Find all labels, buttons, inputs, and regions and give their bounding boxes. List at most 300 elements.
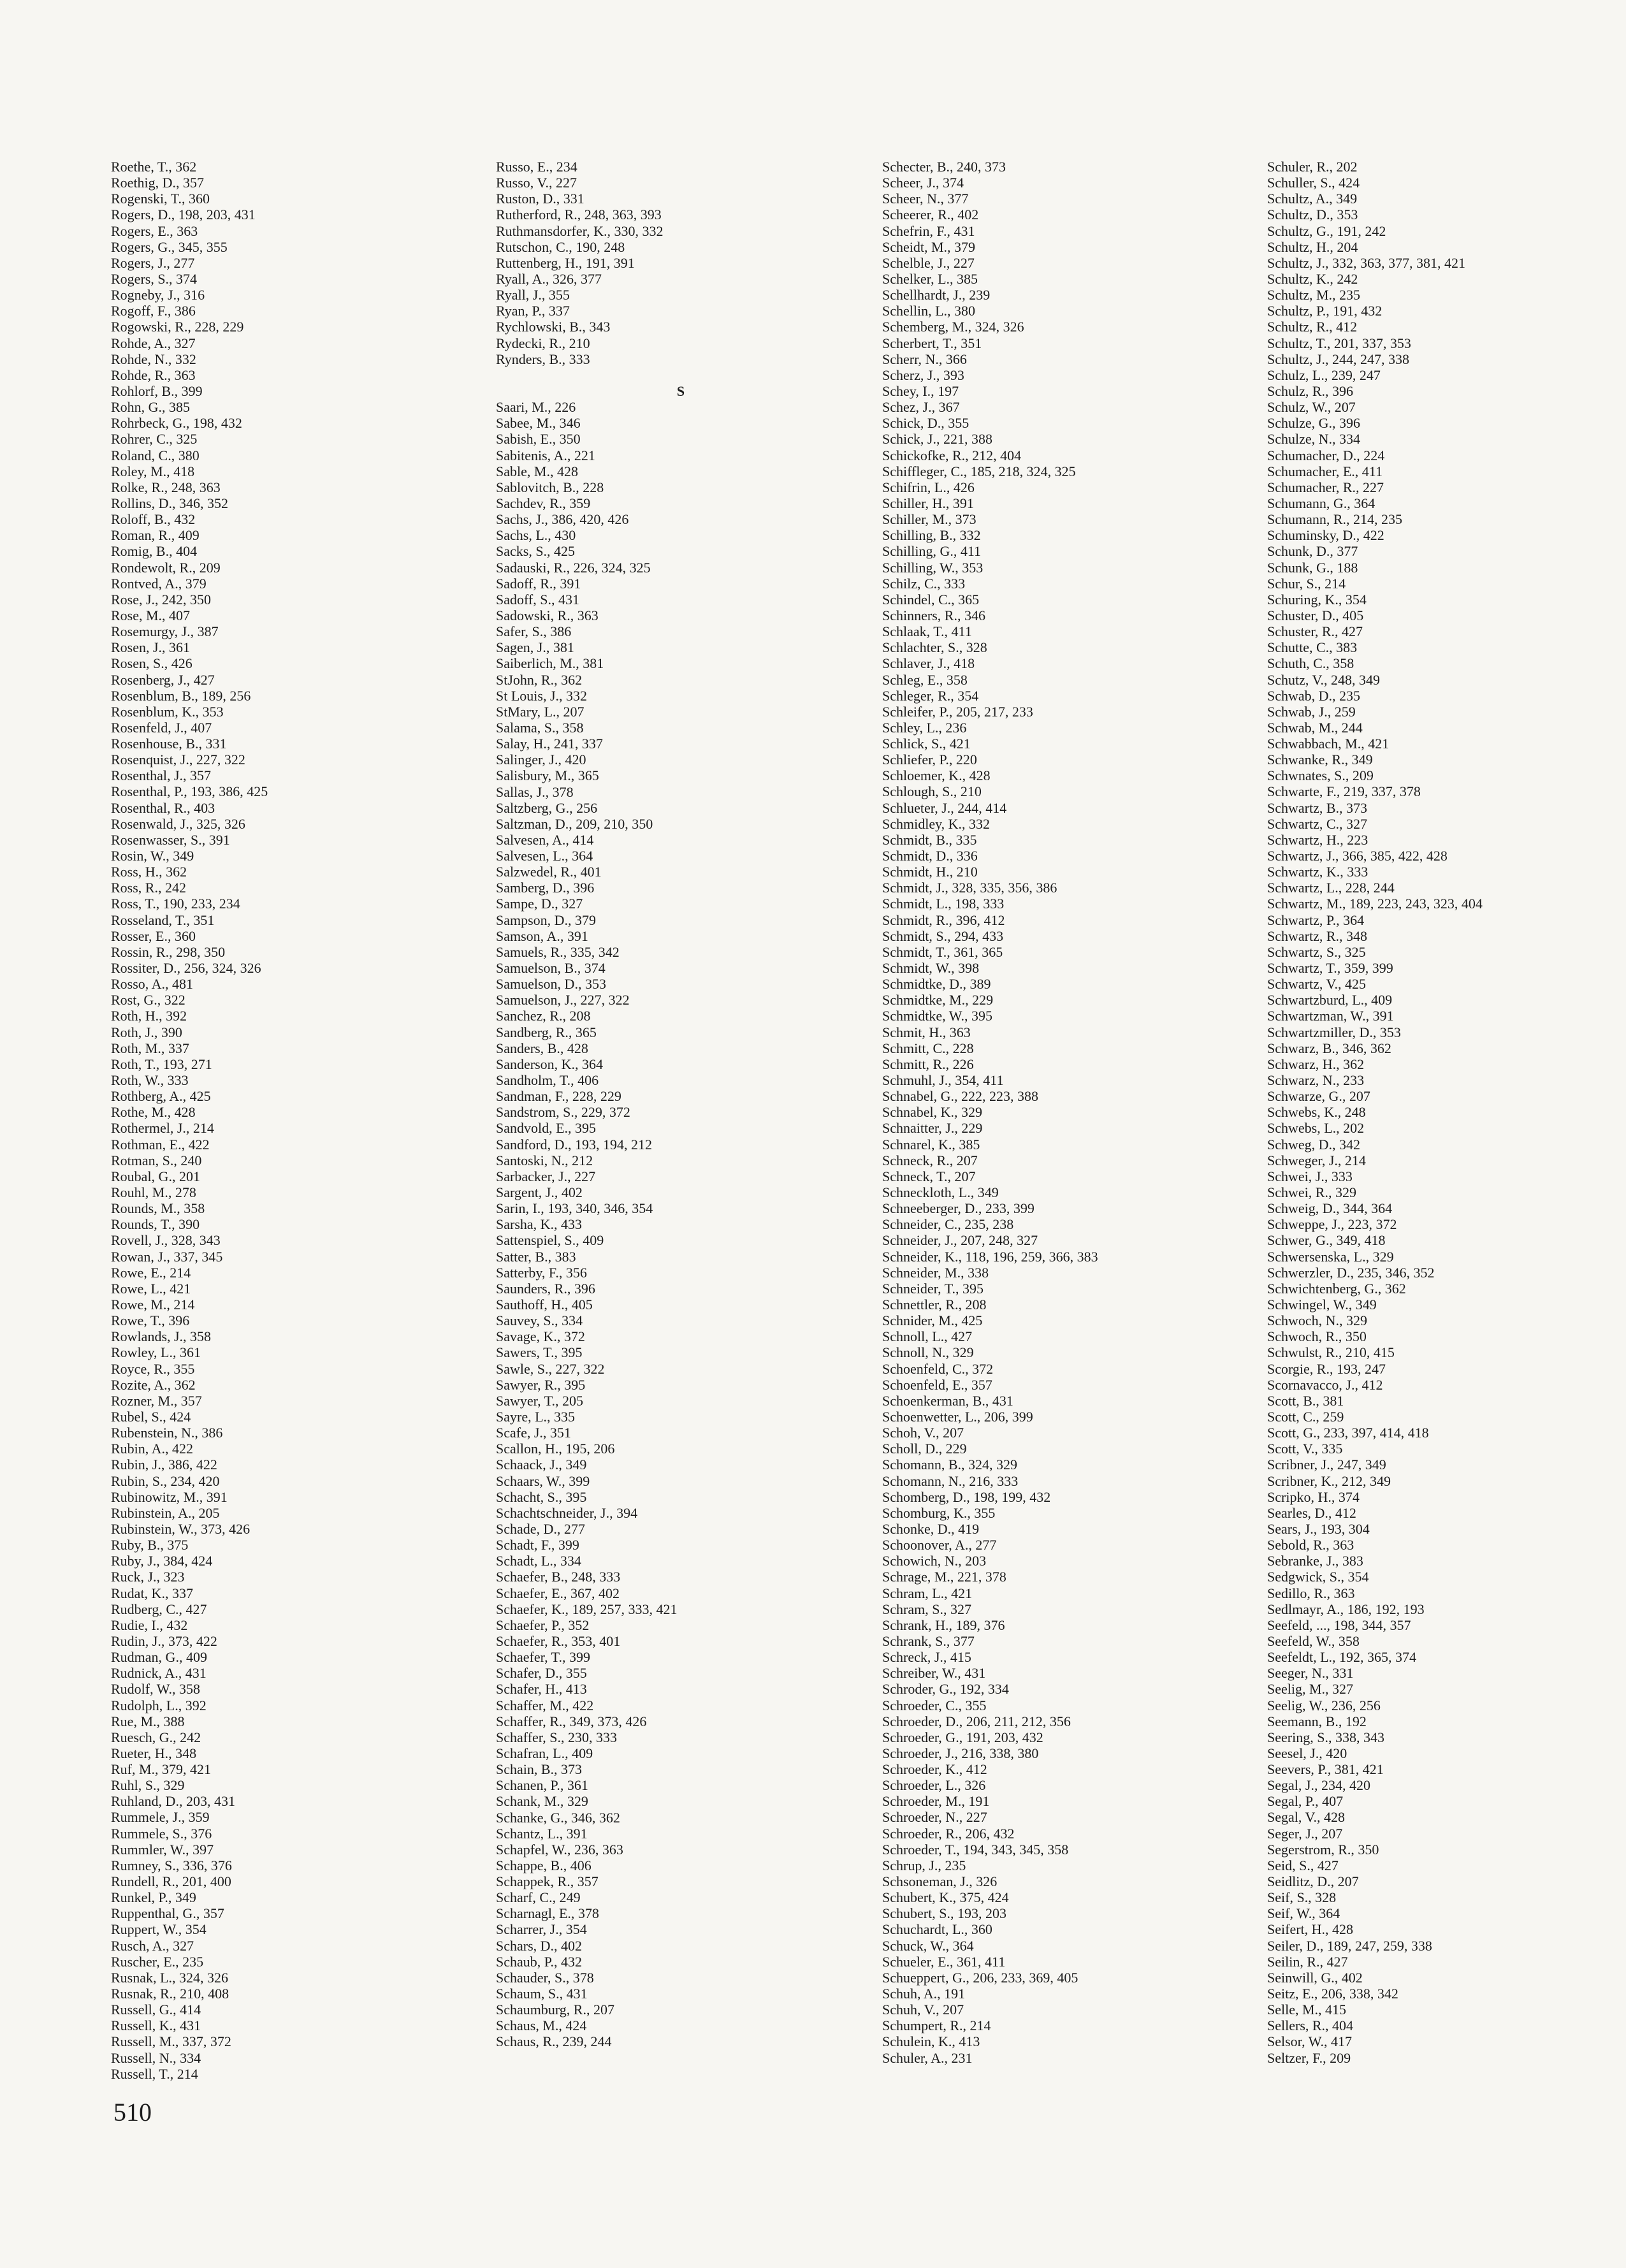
index-entry: Sattenspiel, S., 409 [496, 1232, 604, 1249]
index-entry: Schick, J., 221, 388 [882, 431, 992, 447]
index-entry: Schultz, H., 204 [1267, 238, 1358, 255]
index-entry: Schwingel, W., 349 [1267, 1296, 1377, 1312]
index-entry: Scherz, J., 393 [882, 367, 964, 383]
index-entry: Schmidtke, M., 229 [882, 992, 994, 1008]
index-entry: Rosin, W., 349 [111, 848, 194, 864]
index-entry: Sampson, D., 379 [496, 912, 597, 928]
index-entry: Schnoll, L., 427 [882, 1328, 973, 1345]
index-entry: Ruck, J., 323 [111, 1569, 185, 1585]
index-entry: Schaffer, R., 349, 373, 426 [496, 1713, 647, 1729]
index-entry: Sadowski, R., 363 [496, 607, 599, 623]
index-entry: Rosseland, T., 351 [111, 912, 215, 928]
index-entry: Rosenwasser, S., 391 [111, 831, 230, 848]
index-entry: Sauvey, S., 334 [496, 1312, 583, 1329]
index-entry: Sarsha, K., 433 [496, 1216, 583, 1233]
index-entry: Sandberg, R., 365 [496, 1024, 597, 1040]
index-entry: Schroeder, T., 194, 343, 345, 358 [882, 1841, 1069, 1857]
index-entry: Ruppenthal, G., 357 [111, 1905, 224, 1922]
index-entry: Schapfel, W., 236, 363 [496, 1841, 623, 1857]
index-entry: Schultz, J., 244, 247, 338 [1267, 351, 1410, 367]
index-entry: Sampe, D., 327 [496, 896, 583, 912]
index-entry: Schley, L., 236 [882, 719, 967, 736]
index-entry: Rothermel, J., 214 [111, 1120, 214, 1137]
index-entry: Roth, M., 337 [111, 1040, 189, 1056]
index-entry: Schrage, M., 221, 378 [882, 1569, 1006, 1585]
index-entry: Schoenfeld, E., 357 [882, 1376, 992, 1393]
index-entry: Schultz, T., 201, 337, 353 [1267, 335, 1411, 351]
index-entry: Schultz, D., 353 [1267, 207, 1358, 223]
index-entry: Rowe, E., 214 [111, 1264, 191, 1281]
index-entry: Schacht, S., 395 [496, 1488, 587, 1505]
index-entry: Schwartzburd, L., 409 [1267, 992, 1393, 1008]
index-entry: Rogers, J., 277 [111, 254, 195, 271]
index-entry: Roethe, T., 362 [111, 159, 197, 175]
index-entry: Schneider, K., 118, 196, 259, 366, 383 [882, 1248, 1098, 1265]
index-entry: Schwartzman, W., 391 [1267, 1008, 1394, 1024]
index-entry: Schwartz, S., 325 [1267, 943, 1366, 960]
index-entry: Sandman, F., 228, 229 [496, 1088, 621, 1105]
index-entry: Sandford, D., 193, 194, 212 [496, 1136, 653, 1152]
index-entry: Schwartz, V., 425 [1267, 976, 1367, 992]
index-entry: Schelble, J., 227 [882, 254, 975, 271]
index-entry: Seevers, P., 381, 421 [1267, 1761, 1384, 1778]
index-entry: Selsor, W., 417 [1267, 2033, 1352, 2050]
index-entry: Sandholm, T., 406 [496, 1072, 599, 1089]
index-entry: Schuchardt, L., 360 [882, 1921, 992, 1938]
index-entry: Schmidt, T., 361, 365 [882, 943, 1003, 960]
index-entry: Rothberg, A., 425 [111, 1088, 211, 1105]
index-entry: Roth, J., 390 [111, 1024, 182, 1040]
index-entry: Ruthmansdorfer, K., 330, 332 [496, 222, 664, 239]
index-entry: Schaffer, S., 230, 333 [496, 1729, 617, 1745]
index-entry: Ruesch, G., 242 [111, 1729, 201, 1745]
index-entry: Sanders, B., 428 [496, 1040, 588, 1056]
index-entry: Rogenski, T., 360 [111, 191, 210, 207]
index-entry: Sellers, R., 404 [1267, 2017, 1354, 2034]
index-entry: Schuster, D., 405 [1267, 607, 1364, 623]
index-entry: Rosenthal, R., 403 [111, 799, 215, 816]
index-entry: Ruby, B., 375 [111, 1537, 189, 1553]
index-entry: Rummele, J., 359 [111, 1809, 210, 1826]
index-entry: Schlick, S., 421 [882, 736, 971, 752]
index-entry: Seefeld, W., 358 [1267, 1632, 1360, 1649]
index-entry: Schickofke, R., 212, 404 [882, 447, 1022, 463]
index-entry: Schuler, R., 202 [1267, 159, 1358, 175]
index-entry: Ruby, J., 384, 424 [111, 1553, 213, 1569]
index-entry: Romig, B., 404 [111, 543, 198, 560]
index-entry: Schwartzmiller, D., 353 [1267, 1024, 1401, 1040]
index-entry: Schutz, V., 248, 349 [1267, 671, 1381, 688]
index-entry: Sadauski, R., 226, 324, 325 [496, 559, 651, 576]
index-entry: Saari, M., 226 [496, 399, 576, 416]
index-entry: Rudat, K., 337 [111, 1585, 193, 1601]
index-entry: Seeger, N., 331 [1267, 1665, 1354, 1682]
index-entry: Rynders, B., 333 [496, 351, 590, 367]
index-entry: Rothman, E., 422 [111, 1136, 210, 1152]
index-entry: Schweig, D., 344, 364 [1267, 1200, 1393, 1217]
index-entry: Schumacher, E., 411 [1267, 463, 1383, 479]
index-entry: Schiller, M., 373 [882, 511, 976, 528]
index-entry: Schoenfeld, C., 372 [882, 1360, 994, 1377]
index-entry: Rummele, S., 376 [111, 1825, 212, 1842]
index-entry: Schecter, B., 240, 373 [882, 159, 1006, 175]
index-entry: Schlaver, J., 418 [882, 655, 975, 672]
index-entry: Rosenwald, J., 325, 326 [111, 815, 245, 832]
index-entry: Schweger, J., 214 [1267, 1152, 1366, 1168]
index-entry: Schwartz, K., 333 [1267, 864, 1368, 880]
index-entry: Schuth, C., 358 [1267, 655, 1354, 672]
index-entry: Segal, P., 407 [1267, 1793, 1344, 1810]
index-entry: Schneck, R., 207 [882, 1152, 978, 1168]
index-entry: Schwer, G., 349, 418 [1267, 1232, 1386, 1249]
index-entry: Schinners, R., 346 [882, 607, 985, 623]
index-entry: Schreiber, W., 431 [882, 1665, 986, 1682]
index-entry: Schanke, G., 346, 362 [496, 1809, 620, 1826]
index-entry: Schroeder, J., 216, 338, 380 [882, 1745, 1039, 1761]
index-entry: Rosenthal, J., 357 [111, 767, 212, 784]
index-column-4 [1267, 159, 1626, 2066]
index-entry: Scheer, J., 374 [882, 175, 964, 191]
index-entry: Schumpert, R., 214 [882, 2017, 991, 2034]
index-entry: Schemberg, M., 324, 326 [882, 319, 1024, 335]
index-entry: St Louis, J., 332 [496, 687, 588, 704]
index-entry: Schrank, S., 377 [882, 1632, 975, 1649]
index-entry: Satterby, F., 356 [496, 1264, 587, 1281]
index-entry: Schutte, C., 383 [1267, 639, 1358, 656]
index-entry: Scheer, N., 377 [882, 191, 969, 207]
index-entry: Schaefer, P., 352 [496, 1617, 590, 1633]
index-entry: Ryall, A., 326, 377 [496, 270, 602, 287]
index-entry: Schmidtke, D., 389 [882, 976, 991, 992]
index-entry: Schoenkerman, B., 431 [882, 1392, 1013, 1409]
index-entry: Schwartz, M., 189, 223, 243, 323, 404 [1267, 896, 1483, 912]
index-entry: Schappe, B., 406 [496, 1857, 592, 1873]
index-entry: Seilin, R., 427 [1267, 1953, 1348, 1970]
index-entry: Sablovitch, B., 228 [496, 479, 604, 495]
index-entry: Schnabel, K., 329 [882, 1104, 983, 1121]
index-entry: Schilling, B., 332 [882, 527, 981, 544]
index-entry: Schultz, P., 191, 432 [1267, 303, 1383, 319]
index-entry: Rundell, R., 201, 400 [111, 1873, 231, 1890]
index-entry: Ross, H., 362 [111, 864, 187, 880]
index-entry: Sabish, E., 350 [496, 431, 581, 447]
index-entry: Rowan, J., 337, 345 [111, 1248, 223, 1265]
index-entry: Schwartz, C., 327 [1267, 815, 1368, 832]
index-entry: Roley, M., 418 [111, 463, 195, 479]
index-entry: Sabitenis, A., 221 [496, 447, 595, 463]
index-entry: Rohrbeck, G., 198, 432 [111, 415, 242, 432]
index-entry: Seemann, B., 192 [1267, 1713, 1367, 1729]
index-entry: Rosenthal, P., 193, 386, 425 [111, 783, 268, 800]
index-entry: Schuh, A., 191 [882, 1986, 966, 2002]
index-entry: Schliefer, P., 220 [882, 752, 977, 768]
index-entry: Schwerzler, D., 235, 346, 352 [1267, 1264, 1435, 1281]
index-entry: Schafran, L., 409 [496, 1745, 593, 1761]
index-entry: Schroeder, L., 326 [882, 1777, 986, 1794]
index-entry: Schellin, L., 380 [882, 303, 976, 319]
index-entry: Seid, S., 427 [1267, 1857, 1339, 1873]
index-entry: Schlaak, T., 411 [882, 623, 972, 640]
index-entry: Schwebs, L., 202 [1267, 1120, 1365, 1137]
index-entry: Schnabel, G., 222, 223, 388 [882, 1088, 1039, 1105]
index-entry: Sawyer, R., 395 [496, 1376, 586, 1393]
index-entry: Scholl, D., 229 [882, 1441, 967, 1457]
index-entry: Rowe, L., 421 [111, 1280, 191, 1297]
index-entry: Schuck, W., 364 [882, 1937, 974, 1954]
index-entry: Schneider, M., 338 [882, 1264, 989, 1281]
index-entry: Salama, S., 358 [496, 719, 584, 736]
index-entry: Ross, T., 190, 233, 234 [111, 896, 240, 912]
index-entry: Scribner, K., 212, 349 [1267, 1472, 1391, 1489]
index-entry: Sawyer, T., 205 [496, 1392, 584, 1409]
index-entry: Scripko, H., 374 [1267, 1488, 1360, 1505]
index-entry: Schaffer, M., 422 [496, 1697, 594, 1713]
index-entry: Schnaitter, J., 229 [882, 1120, 983, 1137]
index-entry: Schomberg, D., 198, 199, 432 [882, 1488, 1051, 1505]
index-entry: Schneckloth, L., 349 [882, 1184, 999, 1200]
index-entry: Schmitt, C., 228 [882, 1040, 974, 1056]
index-entry: Rudnick, A., 431 [111, 1665, 207, 1682]
index-entry: Seifert, H., 428 [1267, 1921, 1354, 1938]
index-entry: Seefeldt, L., 192, 365, 374 [1267, 1649, 1417, 1666]
index-entry: Schmuhl, J., 354, 411 [882, 1072, 1004, 1089]
index-entry: Rosenhouse, B., 331 [111, 736, 227, 752]
index-entry: Segal, V., 428 [1267, 1809, 1346, 1826]
index-entry: Schwei, R., 329 [1267, 1184, 1356, 1200]
index-entry: Schuler, A., 231 [882, 2049, 973, 2066]
index-entry: Schaumburg, R., 207 [496, 2002, 614, 2018]
index-entry: Sebranke, J., 383 [1267, 1553, 1363, 1569]
index-entry: Schumann, G., 364 [1267, 495, 1376, 511]
index-entry: Schroeder, M., 191 [882, 1793, 990, 1810]
index-entry: Rossiter, D., 256, 324, 326 [111, 960, 261, 977]
index-entry: Rose, J., 242, 350 [111, 591, 212, 607]
index-entry: Scott, B., 381 [1267, 1392, 1344, 1409]
index-entry: Schultz, J., 332, 363, 377, 381, 421 [1267, 254, 1466, 271]
index-entry: Ruston, D., 331 [496, 191, 584, 207]
index-entry: Seif, S., 328 [1267, 1889, 1337, 1906]
index-entry: Schaum, S., 431 [496, 1986, 588, 2002]
index-entry: Schafer, H., 413 [496, 1681, 587, 1697]
index-entry: Scherbert, T., 351 [882, 335, 982, 351]
index-entry: Schroeder, D., 206, 211, 212, 356 [882, 1713, 1071, 1729]
index-entry: Rosso, A., 481 [111, 976, 193, 992]
index-entry: Schneeberger, D., 233, 399 [882, 1200, 1034, 1217]
index-entry: Schwartz, L., 228, 244 [1267, 880, 1395, 896]
index-entry: Rueter, H., 348 [111, 1745, 197, 1761]
index-entry: Schubert, K., 375, 424 [882, 1889, 1009, 1906]
index-entry: Schuster, R., 427 [1267, 623, 1363, 640]
index-entry: Schadt, F., 399 [496, 1537, 579, 1553]
index-entry: Schwarz, H., 362 [1267, 1056, 1365, 1072]
index-entry: Schultz, G., 191, 242 [1267, 222, 1386, 239]
index-entry: Rubenstein, N., 386 [111, 1425, 223, 1441]
index-entry: Salzwedel, R., 401 [496, 864, 602, 880]
index-entry: Rudolph, L., 392 [111, 1697, 207, 1713]
index-entry: Schomann, N., 216, 333 [882, 1472, 1019, 1489]
index-entry: Schwei, J., 333 [1267, 1168, 1353, 1184]
index-entry: Sandvold, E., 395 [496, 1120, 597, 1137]
index-entry: Seesel, J., 420 [1267, 1745, 1347, 1761]
index-entry: Rusnak, R., 210, 408 [111, 1986, 229, 2002]
index-entry: Sayre, L., 335 [496, 1408, 576, 1425]
index-entry: Schowich, N., 203 [882, 1553, 987, 1569]
index-entry: Schlueter, J., 244, 414 [882, 799, 1007, 816]
index-entry: Schuminsky, D., 422 [1267, 527, 1384, 544]
index-entry: Rounds, M., 358 [111, 1200, 205, 1217]
index-entry: Rose, M., 407 [111, 607, 191, 623]
index-entry: Roubal, G., 201 [111, 1168, 200, 1184]
index-entry: Schank, M., 329 [496, 1793, 588, 1810]
index-entry: Schwartz, H., 223 [1267, 831, 1368, 848]
index-entry: Schmit, H., 363 [882, 1024, 971, 1040]
index-entry: Rydecki, R., 210 [496, 335, 590, 351]
index-entry: Schwebs, K., 248 [1267, 1104, 1366, 1121]
index-entry: Rubinstein, W., 373, 426 [111, 1520, 250, 1537]
index-entry: Rudberg, C., 427 [111, 1601, 207, 1617]
index-entry: Schwab, D., 235 [1267, 687, 1361, 704]
index-entry: Schwarz, N., 233 [1267, 1072, 1365, 1089]
index-entry: StJohn, R., 362 [496, 671, 583, 688]
index-entry: Ruhland, D., 203, 431 [111, 1793, 235, 1810]
index-entry: Rubinowitz, M., 391 [111, 1488, 228, 1505]
index-entry: Schneck, T., 207 [882, 1168, 976, 1184]
index-entry: Rosser, E., 360 [111, 927, 196, 944]
index-entry: Schadt, L., 334 [496, 1553, 581, 1569]
index-entry: Schunk, G., 188 [1267, 559, 1358, 576]
index-entry: Rogers, D., 198, 203, 431 [111, 207, 256, 223]
index-entry: Sedlmayr, A., 186, 192, 193 [1267, 1601, 1425, 1617]
index-entry: Rozner, M., 357 [111, 1392, 202, 1409]
index-entry: Schultz, M., 235 [1267, 287, 1361, 303]
index-entry: Rowlands, J., 358 [111, 1328, 212, 1345]
index-entry: Schwoch, R., 350 [1267, 1328, 1367, 1345]
index-entry: Schulz, R., 396 [1267, 382, 1354, 399]
index-entry: Rosen, S., 426 [111, 655, 192, 672]
index-entry: Schilz, C., 333 [882, 575, 966, 592]
index-entry: Russell, K., 431 [111, 2017, 201, 2034]
index-entry: Saltzberg, G., 256 [496, 799, 598, 816]
index-entry: Rudie, I., 432 [111, 1617, 188, 1633]
index-entry: Schloemer, K., 428 [882, 767, 991, 784]
index-entry: Samuels, R., 335, 342 [496, 943, 620, 960]
index-entry: Sargent, J., 402 [496, 1184, 583, 1201]
index-entry: Schunk, D., 377 [1267, 543, 1358, 560]
index-entry: Schwarze, G., 207 [1267, 1088, 1370, 1105]
index-entry: Rubinstein, A., 205 [111, 1504, 220, 1521]
index-entry: Schwartz, P., 364 [1267, 912, 1365, 928]
index-entry: Schuh, V., 207 [882, 2002, 964, 2018]
index-entry: Sarin, I., 193, 340, 346, 354 [496, 1200, 653, 1217]
index-entry: Schelker, L., 385 [882, 270, 978, 287]
index-entry: Schumann, R., 214, 235 [1267, 511, 1403, 528]
index-entry: Schmidtke, W., 395 [882, 1008, 992, 1024]
index-entry: Schaus, M., 424 [496, 2017, 587, 2034]
index-entry: Samson, A., 391 [496, 927, 588, 944]
index-entry: Schomburg, K., 355 [882, 1504, 996, 1521]
index-entry: Rosenberg, J., 427 [111, 671, 215, 688]
index-entry: Salinger, J., 420 [496, 752, 586, 768]
index-entry: Russo, E., 234 [496, 159, 577, 175]
index-entry: Schuring, K., 354 [1267, 591, 1367, 607]
index-entry: Schleger, R., 354 [882, 687, 979, 704]
index-entry: Schroder, G., 192, 334 [882, 1681, 1009, 1697]
index-entry: Sadoff, S., 431 [496, 591, 579, 607]
index-entry: Samuelson, J., 227, 322 [496, 992, 630, 1008]
index-entry: Rudolf, W., 358 [111, 1681, 200, 1697]
index-entry: Saunders, R., 396 [496, 1280, 595, 1297]
index-entry: Rubel, S., 424 [111, 1408, 191, 1425]
index-entry: Russell, T., 214 [111, 2065, 198, 2082]
index-entry: Schueppert, G., 206, 233, 369, 405 [882, 1969, 1078, 1986]
index-entry: Roethig, D., 357 [111, 175, 205, 191]
index-entry: Schaefer, R., 353, 401 [496, 1632, 621, 1649]
index-entry: Royce, R., 355 [111, 1360, 195, 1377]
index-entry: Schram, L., 421 [882, 1585, 973, 1601]
index-entry: Santoski, N., 212 [496, 1152, 593, 1168]
index-entry: Rohde, A., 327 [111, 335, 196, 351]
index-entry: Schreck, J., 415 [882, 1649, 971, 1666]
index-entry: Schmidley, K., 332 [882, 815, 991, 832]
index-entry: Rowe, T., 396 [111, 1312, 190, 1329]
index-entry: Saiberlich, M., 381 [496, 655, 604, 672]
index-entry: Seger, J., 207 [1267, 1825, 1343, 1842]
index-entry: Russo, V., 227 [496, 175, 577, 191]
index-entry: Schomann, B., 324, 329 [882, 1457, 1018, 1473]
index-entry: Sauthoff, H., 405 [496, 1297, 593, 1312]
index-entry: Ross, R., 242 [111, 880, 186, 896]
index-entry: Schlachter, S., 328 [882, 639, 987, 656]
index-entry: Schultz, A., 349 [1267, 191, 1358, 207]
index-entry: Scott, G., 233, 397, 414, 418 [1267, 1425, 1429, 1441]
index-entry: Schmidt, B., 335 [882, 831, 977, 848]
index-entry: Seitz, E., 206, 338, 342 [1267, 1986, 1398, 2002]
index-entry: Segal, J., 234, 420 [1267, 1777, 1370, 1794]
index-entry: Seinwill, G., 402 [1267, 1969, 1363, 1986]
index-entry: Rogers, G., 345, 355 [111, 238, 228, 255]
index-entry: Rosenquist, J., 227, 322 [111, 752, 245, 768]
index-entry: Schweppe, J., 223, 372 [1267, 1216, 1397, 1233]
index-entry: Seiler, D., 189, 247, 259, 338 [1267, 1937, 1432, 1954]
index-entry: Schwarz, B., 346, 362 [1267, 1040, 1391, 1056]
index-entry: Schwab, J., 259 [1267, 703, 1356, 720]
index-entry: Rontved, A., 379 [111, 575, 207, 592]
index-entry: Schachtschneider, J., 394 [496, 1504, 638, 1521]
index-entry: Schroeder, R., 206, 432 [882, 1825, 1015, 1842]
index-entry: Sachs, J., 386, 420, 426 [496, 511, 629, 528]
index-entry: Schroeder, K., 412 [882, 1761, 987, 1778]
index-entry: Scafe, J., 351 [496, 1425, 571, 1441]
index-entry: Schroeder, N., 227 [882, 1809, 987, 1826]
index-entry: Scornavacco, J., 412 [1267, 1376, 1383, 1393]
index-entry: Schars, D., 402 [496, 1937, 583, 1954]
index-entry: Schuller, S., 424 [1267, 175, 1360, 191]
index-entry: Scott, C., 259 [1267, 1408, 1344, 1425]
index-entry: Schulz, L., 239, 247 [1267, 367, 1381, 383]
index-entry: Schnettler, R., 208 [882, 1296, 987, 1312]
index-entry: Rosenblum, B., 189, 256 [111, 687, 251, 704]
index-entry: Rumney, S., 336, 376 [111, 1857, 232, 1873]
index-entry: Rychlowski, B., 343 [496, 319, 611, 335]
index-entry: Schey, I., 197 [882, 382, 959, 399]
index-entry: Rohde, R., 363 [111, 367, 196, 383]
index-entry: Rutherford, R., 248, 363, 393 [496, 207, 662, 223]
index-entry: Schaefer, T., 399 [496, 1649, 590, 1666]
index-entry: Rudin, J., 373, 422 [111, 1632, 217, 1649]
index-entry: Rouhl, M., 278 [111, 1184, 196, 1200]
index-entry: Ruscher, E., 235 [111, 1953, 204, 1970]
index-entry: Rogoff, F., 386 [111, 303, 196, 319]
